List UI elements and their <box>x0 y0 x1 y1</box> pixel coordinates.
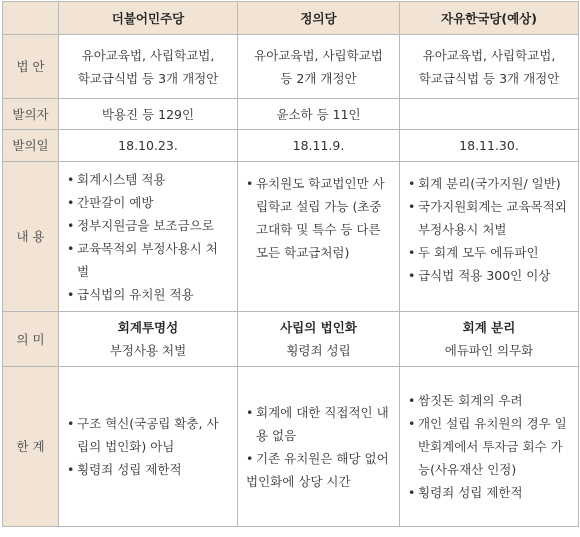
bill-line: 유아교육법, 사립학교법 <box>254 47 383 63</box>
limits-trailing-text: 법인화에 상당 시간 <box>246 473 351 489</box>
meaning-sub: 부정사용 처벌 <box>109 343 187 358</box>
meaning-title: 사립의 법인화 <box>280 320 357 335</box>
bill-line: 학교급식법 등 3개 개정안 <box>77 70 219 86</box>
bill-cell-1 <box>59 35 238 99</box>
proposer-cell-3 <box>400 99 579 130</box>
row-proposer <box>3 99 579 130</box>
bill-line: 등 2개 개정안 <box>280 70 357 86</box>
meaning-cell-3 <box>400 312 579 367</box>
list-item: • 정부지원금을 보조금으로 <box>67 214 229 237</box>
row-label-date: 발의일 <box>3 130 59 162</box>
header-party-3: 자유한국당(예상) <box>400 2 579 35</box>
row-meaning <box>3 312 579 367</box>
proposer-cell-1: 박용진 등 129인 <box>59 99 238 130</box>
list-item: • 쌈짓돈 회계의 우려 <box>408 389 570 412</box>
meaning-title: 회계투명성 <box>117 320 179 335</box>
list-item: • 두 회계 모두 에듀파인 <box>408 241 570 264</box>
list-item: • 급식법 적용 300인 이상 <box>408 264 570 287</box>
meaning-cell-2 <box>238 312 400 367</box>
row-date <box>3 130 579 162</box>
list-item: • 횡령죄 성립 제한적 <box>67 458 229 481</box>
date-cell-2: 18.11.9. <box>238 130 400 162</box>
list-item: • 교육목적외 부정사용시 처벌 <box>67 237 229 283</box>
content-list <box>246 172 391 264</box>
header-row <box>3 2 579 35</box>
list-item: • 간판갈이 예방 <box>67 191 229 214</box>
limits-list <box>408 389 570 504</box>
meaning-sub: 에듀파인 의무화 <box>444 343 534 358</box>
bill-line: 학교급식법 등 3개 개정안 <box>418 70 560 86</box>
list-item: • 국가지원회계는 교육목적외 부정사용시 처벌 <box>408 195 570 241</box>
limits-cell-2 <box>238 367 400 527</box>
meaning-title: 회계 분리 <box>462 320 516 335</box>
header-party-2: 정의당 <box>238 2 400 35</box>
bill-line: 유아교육법, 사립학교법, <box>81 47 215 63</box>
bill-line: 유아교육법, 사립학교법, <box>422 47 556 63</box>
meaning-cell-1 <box>59 312 238 367</box>
list-item: • 회계 분리(국가지원/ 일반) <box>408 172 570 195</box>
header-party-1: 더불어민주당 <box>59 2 238 35</box>
row-label-meaning: 의 미 <box>3 312 59 367</box>
corner-cell <box>3 2 59 35</box>
row-label-proposer: 발의자 <box>3 99 59 130</box>
content-list <box>408 172 570 287</box>
bill-cell-3 <box>400 35 579 99</box>
list-item: • 급식법의 유치원 적용 <box>67 283 229 306</box>
limits-cell-1 <box>59 367 238 527</box>
content-cell-3 <box>400 162 579 312</box>
row-content <box>3 162 579 312</box>
content-list <box>67 168 229 306</box>
row-label-limits: 한 계 <box>3 367 59 527</box>
date-cell-1: 18.10.23. <box>59 130 238 162</box>
list-item: • 기존 유치원은 해당 없어 <box>246 447 391 470</box>
list-item: • 회계에 대한 직접적인 내용 없음 <box>246 401 391 447</box>
content-cell-2 <box>238 162 400 312</box>
row-label-content: 내 용 <box>3 162 59 312</box>
row-label-bill: 법 안 <box>3 35 59 99</box>
proposer-cell-2: 윤소하 등 11인 <box>238 99 400 130</box>
policy-comparison-table <box>2 1 579 527</box>
content-cell-1 <box>59 162 238 312</box>
row-bill <box>3 35 579 99</box>
list-item: • 유치원도 학교법인만 사립학교 설립 가능 (초중고대학 및 특수 등 다른 모든 학교급처럼) <box>246 172 391 264</box>
limits-cell-3 <box>400 367 579 527</box>
limits-list <box>246 401 391 470</box>
list-item: • 개인 설립 유치원의 경우 일반회계에서 투자금 회수 가능(사유재산 인정) <box>408 412 570 481</box>
bill-cell-2 <box>238 35 400 99</box>
limits-list <box>67 412 229 481</box>
meaning-sub: 횡령죄 성립 <box>286 343 351 358</box>
list-item: • 구조 혁신(국공립 확충, 사립의 법인화) 아님 <box>67 412 229 458</box>
list-item: • 회계시스템 적용 <box>67 168 229 191</box>
list-item: • 횡령죄 성립 제한적 <box>408 481 570 504</box>
row-limits <box>3 367 579 527</box>
date-cell-3: 18.11.30. <box>400 130 579 162</box>
